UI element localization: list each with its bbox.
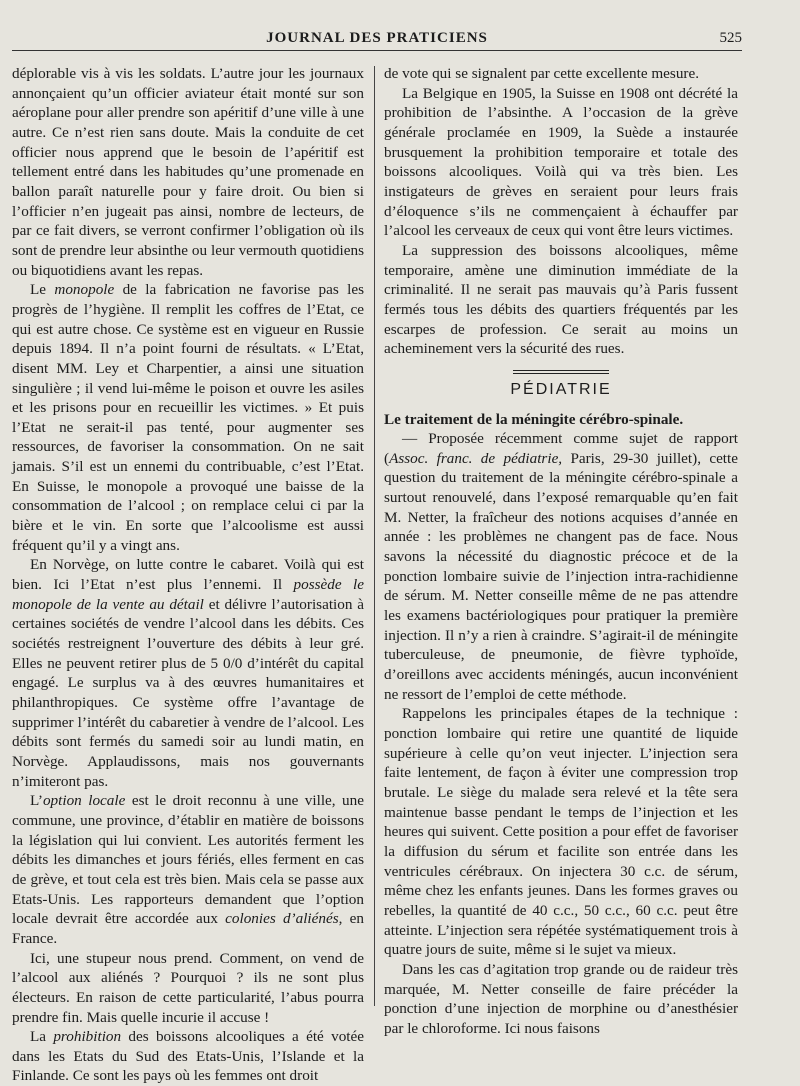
- paragraph: Dans les cas d’agitation trop grande ou de raideur très marquée, M. Netter conseille de faire précéder la ponction d’une injection de morphine ou d’anesthésier par le chloroforme. Ici nous faisons: [384, 960, 738, 1037]
- right-column: [384, 64, 738, 1039]
- running-header: [12, 30, 742, 51]
- paragraph: L’option locale est le droit reconnu à une ville, une commune, une province, d’établir en matière de boissons la législation qui lui convient. Les autorités ferment les débits les dimanches et jours fériés, elles ferment en cas de grève, et tout cela est très bien. Mais cela se passe aux Etats-Unis. Les rapporteurs demandent que l’option locale devrait être accordée aux colonies d’aliénés, en France.: [12, 792, 364, 947]
- paragraph: En Norvège, on lutte contre le cabaret. Voilà qui est bien. Ici l’Etat n’est plus l’ennemi. Il possède le monopole de la vente au détail et délivre l’autorisation à certaines sociétés de vendre l’alcool dans les débits. Ces sociétés restreignent l’ouverture des débits à leur gré. Elles ne peuvent retirer plus de 5 0/0 d’intérêt du capital engagé. Le surplus va à des œuvres humanitaires et philanthropiques. Ce système offre l’avantage de supprimer l’intérêt du cabaretier à vendre de l’alcool. Les débits sont fermés du samedi soir au lundi matin, en Norvège. Applaudissons, mais nos gouvernants n’imiteront pas.: [12, 556, 364, 790]
- paragraph: Ici, une stupeur nous prend. Comment, on vend de l’alcool aux aliénés ? Pourquoi ? ils ne sont plus électeurs. En raison de cette particularité, l’abus pourra prendre fin. Mais quelle incurie il accuse !: [12, 949, 364, 1026]
- paragraph: La Belgique en 1905, la Suisse en 1908 ont décrété la prohibition de l’absinthe. A l’occasion de la grève générale proclamée en 1909, la Suède a instaurée brusquement la prohibition temporaire et totale des boissons alcooliques. Voilà qui va très bien. Les instigateurs de grèves en seraient pour leurs frais d’éloquence s’ils ne commençaient à échauffer par l’alcool les cerveaux de ceux qui vont être leurs victimes.: [384, 84, 738, 240]
- paragraph: déplorable vis à vis les soldats. L’autre jour les journaux annonçaient qu’un officier aviateur était monté sur son aéroplane pour aller prendre son apéritif d’une ville à une autre. Ce n’est rien sans doute. Mais la conduite de cet officier nous apprend que le besoin de l’apéritif est tellement entré dans les habitudes qu’une promenade en ballon paraît naturelle pour y faire droit. Ou bien si l’officier n’en jugeait pas ainsi, nombre de lecteurs, de par ce fait divers, se verront confirmer l’obligation où ils sont de prendre leur absinthe ou leur vermouth quotidiens ou biquotidiens avant les repas.: [12, 65, 364, 279]
- column-divider: [374, 66, 375, 1006]
- paragraph: La prohibition des boissons alcooliques a été votée dans les Etats du Sud des Etats-Unis, l’Islande et la Finlande. Ce sont les pays où les femmes ont droit: [12, 1028, 364, 1085]
- paragraph: — Proposée récemment comme sujet de rapport (Assoc. franc. de pédiatrie, Paris, 29-30 juillet), cette question du traitement de la méningite cérébro-spinale a surtout renouvelé, dans l’exposé remarquable qu’en fait M. Netter, la fraîcheur des notions acquises d’année en année : les problèmes ne changent pas de face. Nous savons la nécessité du diagnostic précoce et de la ponction lombaire suivie de l’injection intra-rachidienne de sérum. M. Netter conseille même de ne pas attendre les examens bactériologiques pour pratiquer la première injection. Il n’y a rien à craindre. S’agirait-il de méningite tuberculeuse, de pneumonie, de fièvre typhoïde, d’oreillons avec accidents méningés, aucun inconvénient ne ressort de l’emploi de cette méthode.: [384, 430, 738, 703]
- paragraph: Rappelons les principales étapes de la technique : ponction lombaire qui retire une quantité de liquide supérieure à celle qu’on veut injecter. L’injection sera faite lentement, de façon à éviter une compression trop brutale. Le siège du malade sera relevé et la tête sera maintenue basse pendant le temps de l’injection et les heures qui suivent. Cette position a pour effet de favoriser la diffusion du sérum et facilite son entrée dans les ventricules cérébraux. On injectera 30 c.c. de sérum, même chez les enfants jeunes. Dans les formes graves ou rebelles, la quantité de 40 c.c., 50 c.c., 60 c.c. peut être atteinte. L’injection sera répétée systématiquement trois à quatre jours de suite, même si le sujet va mieux.: [384, 705, 738, 959]
- paragraph: La suppression des boissons alcooliques, même temporaire, amène une diminution immédiate de la criminalité. Il ne serait pas mauvais qu’à Paris fussent fermés tous les débits des quartiers fréquentés par les escarpes de profession. Ce serait au moins un acheminement vers la sécurité des rues.: [384, 241, 738, 358]
- page-number: 525: [719, 30, 742, 46]
- left-column: [12, 64, 364, 1086]
- paragraph: de vote qui se signalent par cette excellente mesure.: [384, 65, 700, 82]
- paragraph: Le monopole de la fabrication ne favorise pas les progrès de l’hygiène. Il remplit les coffres de l’Etat, ce qui est autre chose. Ce système est en vigueur en Russie depuis 1894. Il n’a point fourni de résultats. « L’Etat, disent MM. Ley et Charpentier, a ainsi une situation singulière ; il vend lui-même le poison et ouvre les asiles et les prisons pour en recueillir les victimes. » Et puis l’Etat ne serait-il pas tenté, pour augmenter ses ressources, de favoriser la consommation. On ne sait jamais. S’il est un ennemi du contribuable, c’est l’Etat. En Suisse, le monopole a provoqué une baisse de la consommation de l’alcool ; on remplace celui ci par la bière et le vin. En sorte que l’alcoolisme est aussi fréquent qu’il y a vingt ans.: [12, 281, 364, 554]
- journal-title: JOURNAL DES PRATICIENS: [266, 30, 488, 46]
- section-rule: [513, 370, 609, 374]
- section-heading: [384, 370, 738, 400]
- section-title: PÉDIATRIE: [510, 380, 612, 398]
- article-title: Le traitement de la méningite cérébro-spinale.: [384, 410, 684, 428]
